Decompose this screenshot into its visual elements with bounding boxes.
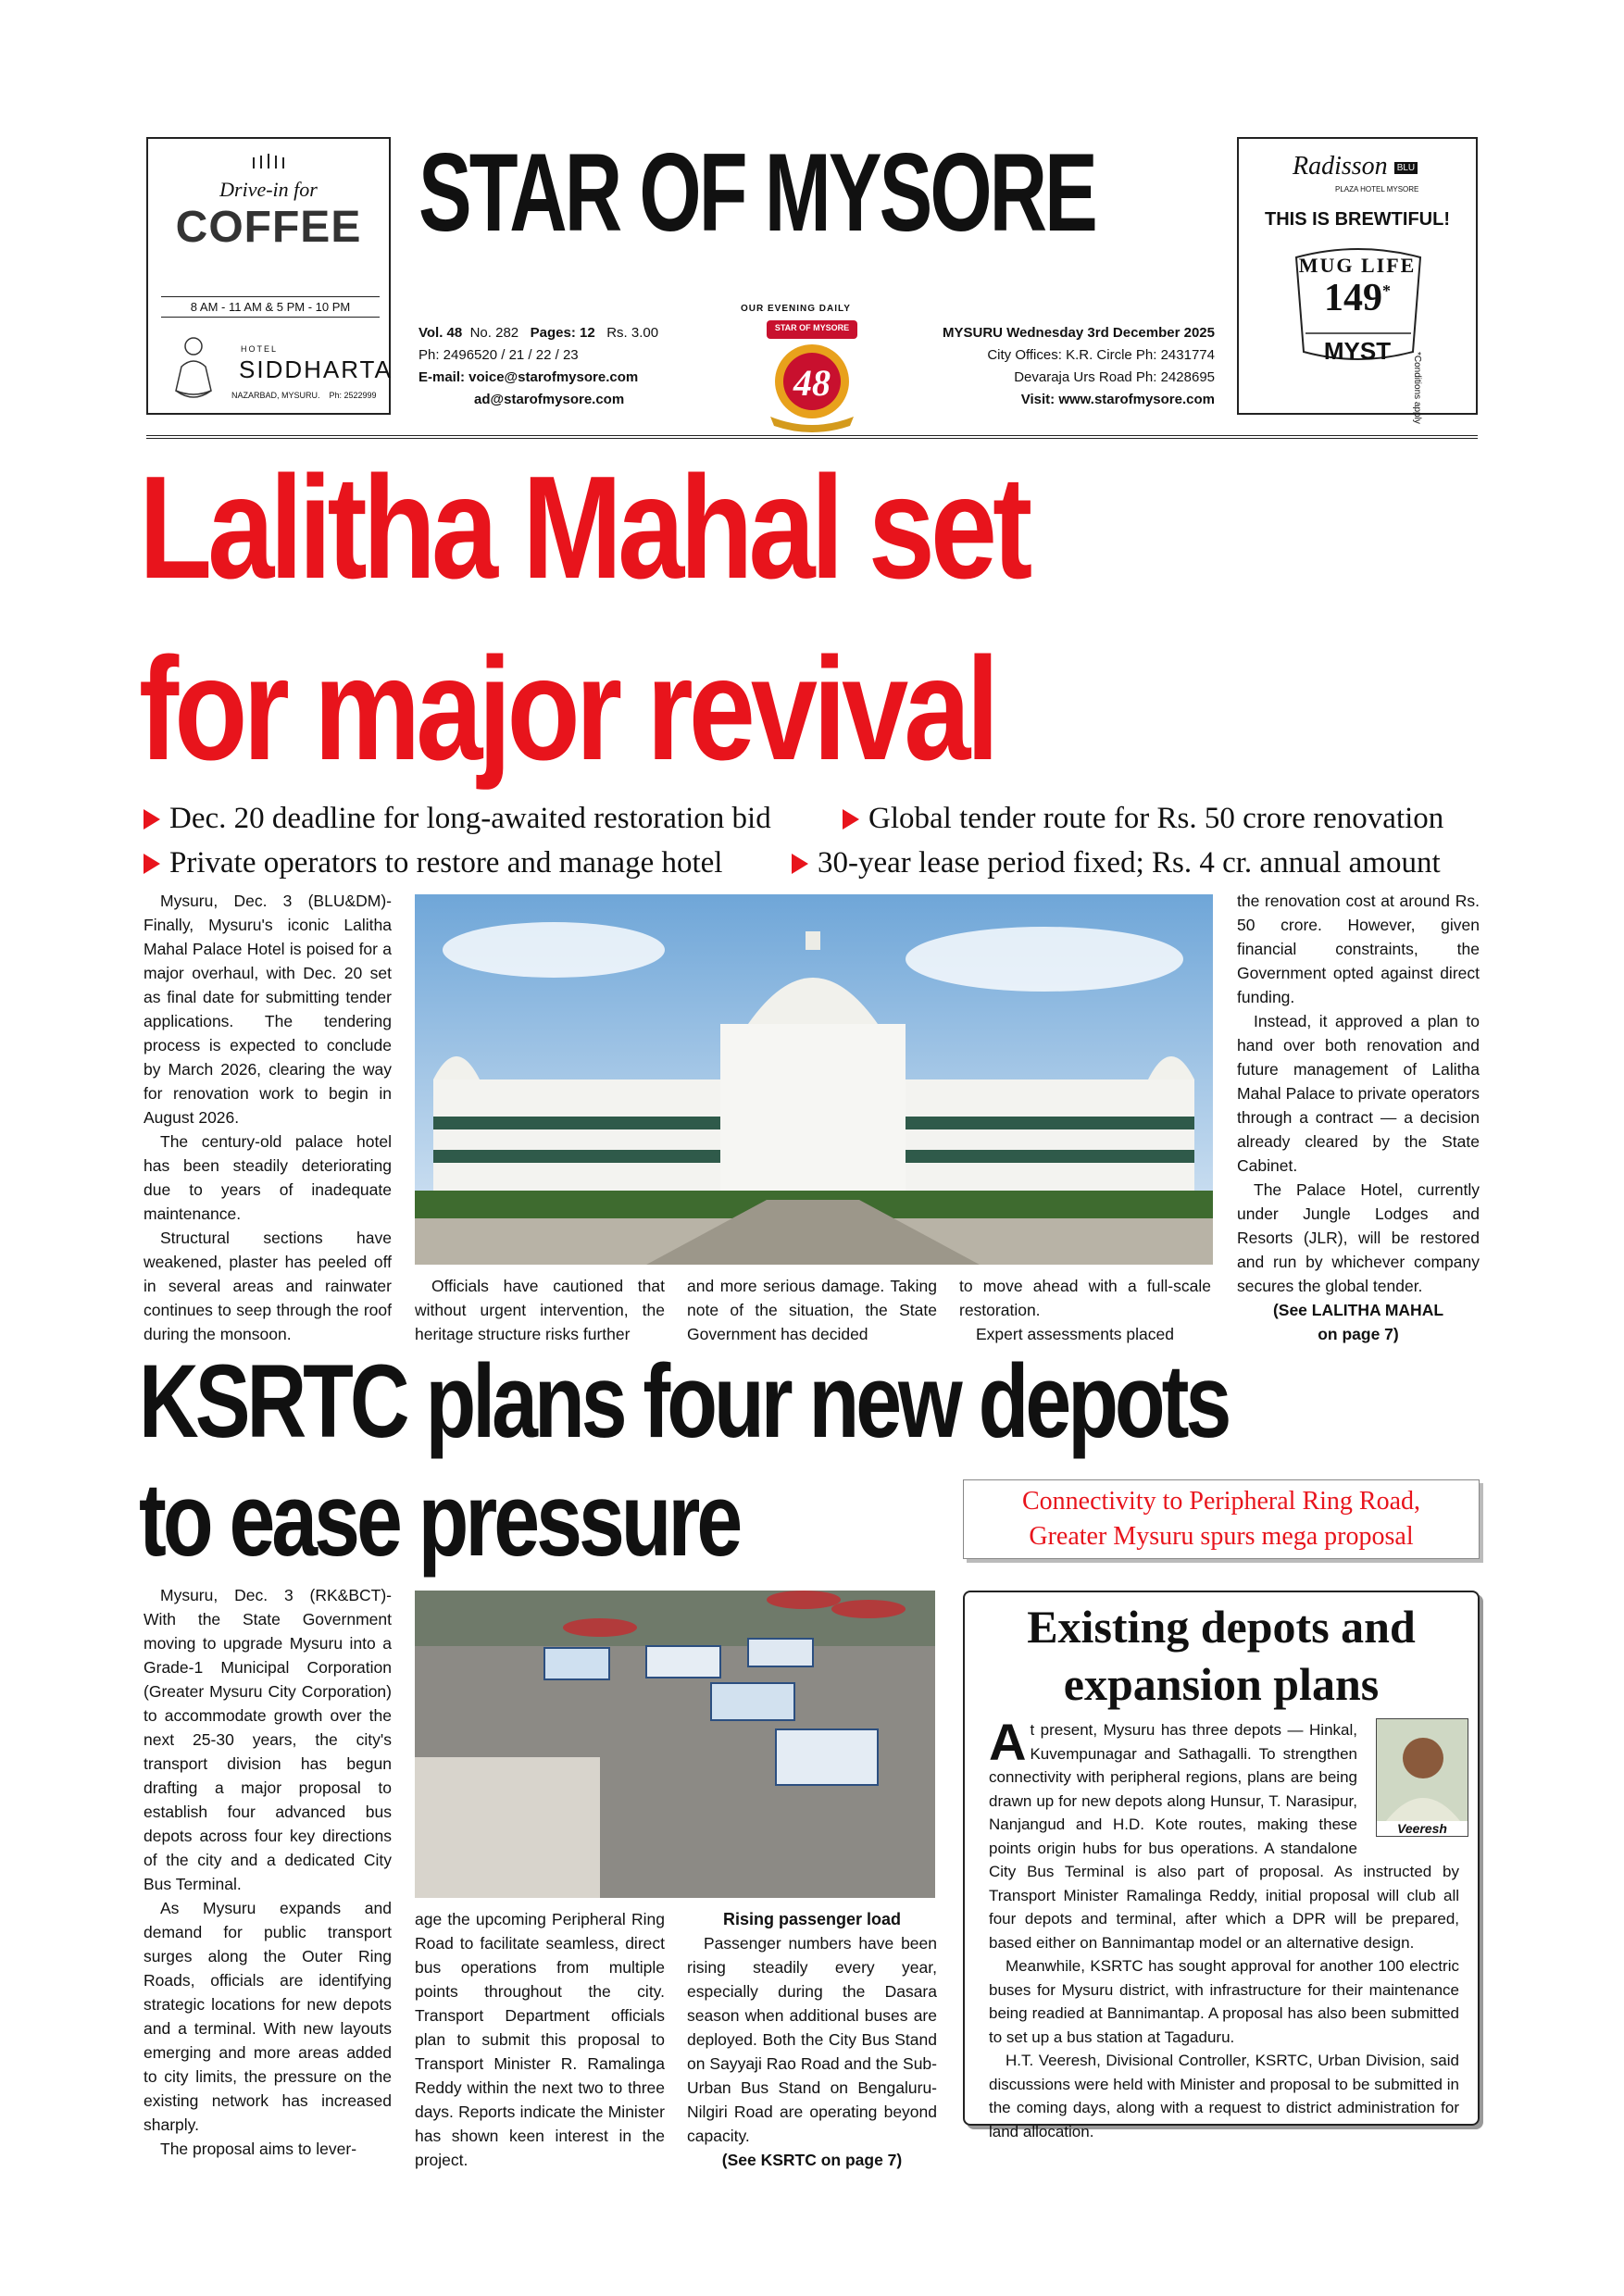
- bullet-text: 30-year lease period fixed; Rs. 4 cr. annual amount: [818, 846, 1441, 880]
- lead-headline-line1: Lalitha Mahal set: [139, 446, 1029, 609]
- dropcap: A: [989, 1713, 1027, 1771]
- buddha-logo-icon: [170, 330, 217, 404]
- emblem-number: 48: [793, 362, 831, 404]
- paragraph: As Mysuru expands and demand for public transport surges along the Outer Ring Roads, officials are identifying strategic locations for new depots and a terminal. With new layouts emerging and more areas added to city limits, the pressure on the existing network has increased sharply.: [144, 1899, 392, 2134]
- story2-column-2: [415, 1907, 665, 2172]
- page-count: Pages: 12: [530, 325, 595, 341]
- ad-drive-in-text: Drive-in for: [219, 178, 318, 201]
- issue-number: No. 282: [469, 325, 519, 341]
- paragraph: The proposal aims to lever-: [160, 2140, 357, 2158]
- bus-stand-photo: [415, 1591, 935, 1898]
- story1-column-4: [959, 1274, 1211, 1346]
- bullet-text: Dec. 20 deadline for long-awaited restoration bid: [169, 802, 771, 835]
- story2-column-3: [687, 1907, 937, 2172]
- jump-page: on page 7): [1318, 1325, 1399, 1343]
- dateline: MYSURU Wednesday 3rd December 2025: [942, 325, 1215, 341]
- photo-caption: Veeresh: [1377, 1821, 1468, 1836]
- ad-radisson-myst[interactable]: [1237, 137, 1478, 424]
- paragraph: Instead, it approved a plan to hand over both renovation and future management of Lalitha Mahal Palace to private operators through a contract — a decision already cleared by the State Cabinet.: [1237, 1012, 1480, 1175]
- sidebar-title-line: Existing depots and: [1027, 1601, 1416, 1653]
- ksrtc-jump-line[interactable]: (See KSRTC on page 7): [721, 2151, 903, 2169]
- email-voice[interactable]: E-mail: voice@starofmysore.com: [418, 369, 639, 385]
- emblem-title: STAR OF MYSORE: [774, 323, 850, 332]
- paragraph: Expert assessments placed: [976, 1325, 1174, 1343]
- bullet-arrow-icon: [843, 809, 859, 830]
- ad-hotel-small: HOTEL: [241, 344, 279, 354]
- lalitha-jump-line[interactable]: [1237, 1298, 1480, 1346]
- masthead-tagline: OUR EVENING DAILY: [741, 304, 851, 314]
- sidebar-text-wrap-pad: [1357, 1718, 1459, 1842]
- price-value: 149: [1324, 277, 1382, 319]
- sidebar-title-line: expansion plans: [1063, 1658, 1380, 1710]
- devaraja-office: Devaraja Urs Road Ph: 2428695: [1014, 369, 1215, 385]
- paragraph: to move ahead with a full-scale restoration.: [959, 1277, 1211, 1319]
- bullet-arrow-icon: [792, 854, 808, 874]
- ksrtc-headline-line2: to ease pressure: [139, 1462, 740, 1578]
- masthead-title: STAR OF MYSORE: [418, 131, 1095, 255]
- brand-name: Radisson: [1293, 152, 1388, 181]
- lalitha-mahal-photo: [415, 894, 1213, 1265]
- ksrtc-deck: [963, 1479, 1480, 1559]
- paragraph: Structural sections have weakened, plaster has peeled off in several areas and rainwater continues to seep through the roof during the monsoon.: [144, 1229, 392, 1343]
- sidebar-text: [989, 1713, 1459, 2143]
- bullet-arrow-icon: [144, 809, 160, 830]
- bullet-2: [843, 802, 1443, 836]
- price-star: *: [1382, 281, 1391, 300]
- anniversary-emblem: [761, 315, 863, 435]
- story1-column-5: [1237, 889, 1480, 1346]
- issue-info: [418, 322, 658, 411]
- cover-price: Rs. 3.00: [606, 325, 659, 341]
- website-link[interactable]: Visit: www.starofmysore.com: [1020, 392, 1215, 407]
- email-ad[interactable]: ad@starofmysore.com: [474, 392, 625, 407]
- paragraph: age the upcoming Peripheral Ring Road to facilitate seamless, direct bus operations from multiple points throughout the city. Transport Department officials plan to submit this proposal to Transport Minister R. Ramalinga Reddy within the next two to three days. Reports indicate the Minister has shown keen interest in the project.: [415, 1910, 665, 2169]
- subhead-rising-passenger-load: Rising passenger load: [722, 1910, 902, 1928]
- paragraph-text: t present, Mysuru has three depots — Hinkal, Kuvempunagar and Sathagalli. To strengthen connectivity with peripheral regions, plans are being drawn up for new depots along Hunsur, T. Narasipur, Nanjangud and H.D. Kote routes, making these points origin hubs for bus operations. A standalone City Bus Terminal is also part of proposal. As instructed by Transport Minister Ramalinga Reddy, initial proposal will club all four depots and terminal, after which a DPR will be prepared, based either on Bannimantap model or an alternative design.: [989, 1721, 1459, 1952]
- lead-headline-line2: for major revival: [139, 628, 995, 791]
- ad-radisson-sub: PLAZA HOTEL MYSORE: [1335, 185, 1419, 193]
- ad-hotel-siddharta[interactable]: [146, 137, 391, 415]
- paragraph: the renovation cost at around Rs. 50 crore. However, given financial constraints, the Government opted against direct funding.: [1237, 892, 1480, 1006]
- city-offices: City Offices: K.R. Circle Ph: 2431774: [987, 347, 1215, 363]
- ad-hotel-name: SIDDHARTA: [239, 356, 393, 383]
- story1-column-2: [415, 1274, 665, 1346]
- bullet-3: [144, 846, 722, 880]
- brand-tag: BLU: [1394, 162, 1418, 174]
- bullet-text: Private operators to restore and manage hotel: [169, 846, 723, 880]
- sidebar-box: [963, 1591, 1480, 2140]
- ad-tagline: THIS IS BREWTIFUL!: [1265, 209, 1450, 230]
- paragraph: and more serious damage. Taking note of the situation, the State Government has decided: [687, 1277, 937, 1343]
- bullet-1: [144, 802, 771, 836]
- paragraph: Mysuru, Dec. 3 (BLU&DM)- Finally, Mysuru's iconic Lalitha Mahal Palace Hotel is poised for a major overhaul, with Dec. 20 set as final date for submitting tender applications. The tendering process is expected to conclude by March 2026, clearing the way for renovation work to begin in August 2026.: [144, 892, 392, 1127]
- ad-outlet: MYST: [1323, 337, 1392, 365]
- ad-conditions: *Conditions apply: [1412, 352, 1422, 424]
- paragraph: Mysuru, Dec. 3 (RK&BCT)- With the State Government moving to upgrade Mysuru into a Grade-1 Municipal Corporation (Greater Mysuru City Corporation) to accommodate growth over the next 25-30 years, the city's transport division has begun drafting a major proposal to establish four advanced bus depots across four key directions of the city and a dedicated City Bus Terminal.: [144, 1586, 392, 1893]
- ad-mug-life: MUG LIFE: [1298, 254, 1417, 277]
- ad-hotel-address: NAZARBAD, MYSURU. Ph: 2522999: [231, 391, 377, 400]
- paragraph: Officials have cautioned that without urgent intervention, the heritage structure risks further: [415, 1277, 665, 1343]
- bullet-text: Global tender route for Rs. 50 crore renovation: [868, 802, 1444, 835]
- volume: Vol. 48: [418, 325, 463, 341]
- deck-line: Connectivity to Peripheral Ring Road,: [1021, 1487, 1421, 1516]
- deck-line: Greater Mysuru spurs mega proposal: [1029, 1522, 1414, 1551]
- story2-column-1: [144, 1583, 392, 2161]
- sidebar-title: [965, 1598, 1478, 1713]
- paragraph: The century-old palace hotel has been steadily deteriorating due to years of inadequate maintenance.: [144, 1132, 392, 1223]
- paragraph: The Palace Hotel, currently under Jungle Lodges and Resorts (JLR), will be restored and run by whichever company secures the global tender.: [1237, 1180, 1480, 1295]
- bullet-arrow-icon: [144, 854, 160, 874]
- jump-text: (See LALITHA MAHAL: [1272, 1301, 1444, 1319]
- paragraph: Meanwhile, KSRTC has sought approval for another 100 electric buses for Mysuru district, with infrastructure for their maintenance being readied at Bannimantap. A proposal has also been submitted to set up a bus station at Tagaduru.: [989, 1957, 1459, 2046]
- coffee-cup-icon: [244, 154, 291, 176]
- story1-column-1: [144, 889, 392, 1346]
- dateline-block: [881, 322, 1215, 411]
- paragraph: H.T. Veeresh, Divisional Controller, KSRTC, Urban Division, said discussions were held with Minister and proposal to be submitted in the coming days, along with a request to district administration for land allocation.: [989, 2052, 1459, 2140]
- ad-price: [1239, 276, 1476, 320]
- story1-column-3: [687, 1274, 937, 1346]
- ad-coffee-text: COFFEE: [175, 203, 362, 252]
- ad-radisson-brand: [1293, 152, 1418, 181]
- ksrtc-headline-line1: KSRTC plans four new depots: [139, 1343, 1229, 1459]
- bullet-4: [792, 846, 1441, 880]
- phone-numbers: Ph: 2496520 / 21 / 22 / 23: [418, 347, 579, 363]
- paragraph: Passenger numbers have been rising steadily every year, especially during the Dasara season when additional buses are deployed. Both the City Bus Stand on Sayyaji Rao Road and the Sub-Urban Bus Stand on Bengaluru-Nilgiri Road are operating beyond capacity.: [687, 1934, 937, 2145]
- ad-hours: 8 AM - 11 AM & 5 PM - 10 PM: [161, 296, 380, 318]
